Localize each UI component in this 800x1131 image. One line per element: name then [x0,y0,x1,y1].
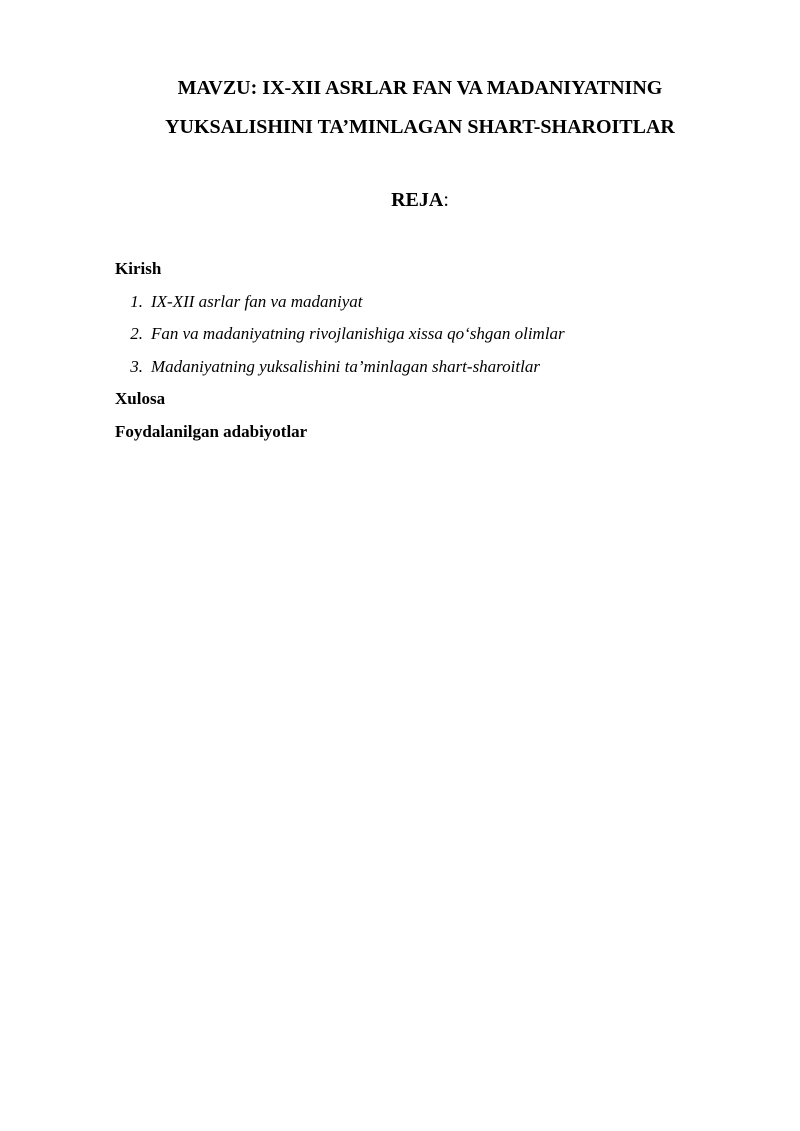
toc-item-3 [115,355,565,388]
toc-intro: Kirish [115,259,162,278]
toc-references: Foydalanilgan adabiyotlar [115,421,308,441]
toc-item-2 [115,322,565,355]
table-of-contents [115,257,565,452]
toc-item-number: 3. [130,356,143,376]
toc-item-1 [115,290,565,323]
title-line-1: MAVZU: IX-XII ASRLAR FAN VA MADANIYATNING [177,77,663,99]
plan-heading [0,189,800,212]
toc-conclusion: Xulosa [115,389,166,408]
plan-heading-colon: : [443,189,449,211]
toc-item-number: 2. [130,324,143,343]
toc-item-number: 1. [130,291,143,311]
toc-item-text: Madaniyatning yuksalishini ta’minlagan shart-sharoitlar [151,356,540,376]
plan-heading-label: REJA [391,189,444,211]
toc-item-text: IX-XII asrlar fan va madaniyat [151,291,363,311]
toc-item-text: Fan va madaniyatning rivojlanishiga xissa qo‘shgan olimlar [151,324,565,343]
title-line-2: YUKSALISHINI TA’MINLAGAN SHART-SHAROITLAR [165,116,675,138]
